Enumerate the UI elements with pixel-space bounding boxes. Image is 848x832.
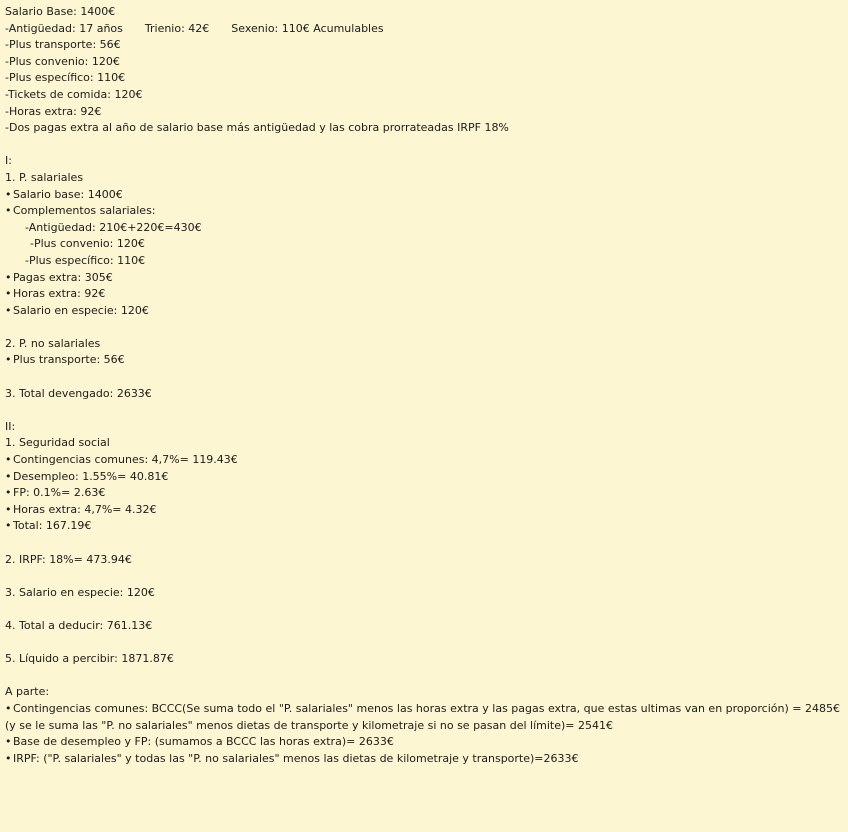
section2-salario-especie: 3. Salario en especie: 120€ — [5, 585, 155, 599]
spacer — [5, 635, 843, 652]
spacer — [5, 402, 843, 419]
header-antiguedad-line — [5, 21, 843, 38]
section1-plus-transporte: • Plus transporte: 56€ — [5, 352, 843, 369]
section2-seguridad-social: 1. Seguridad social — [5, 436, 110, 450]
spacer — [5, 568, 843, 585]
header-antiguedad: -Antigüedad: 17 años — [5, 21, 123, 35]
aparte-irpf: • IRPF: ("P. salariales" y todas las "P. no salariales" menos las dietas de kilometraje y transporte)=2633€ — [5, 751, 843, 768]
header-plus-transporte: -Plus transporte: 56€ — [5, 38, 121, 52]
spacer — [5, 137, 843, 154]
section2-desempleo: • Desempleo: 1.55%= 40.81€ — [5, 469, 843, 486]
section1-horas-extra: • Horas extra: 92€ — [5, 286, 843, 303]
header-sexenio: Sexenio: 110€ Acumulables — [231, 21, 384, 35]
header-plus-especifico: -Plus específico: 110€ — [5, 71, 126, 85]
section1-plus-especifico: -Plus específico: 110€ — [25, 253, 146, 267]
spacer — [5, 369, 843, 386]
section2-horas-extra: • Horas extra: 4,7%= 4.32€ — [5, 502, 843, 519]
section1-pagas-extra: • Pagas extra: 305€ — [5, 270, 843, 287]
header-horas-extra: -Horas extra: 92€ — [5, 104, 102, 118]
section1-plus-convenio: -Plus convenio: 120€ — [30, 237, 145, 251]
section1-antiguedad: -Antigüedad: 210€+220€=430€ — [25, 220, 202, 234]
aparte-contingencias: • Contingencias comunes: BCCC(Se suma todo el "P. salariales" menos las horas extra y las pagas extra, que estas ultimas van en proporción) = 2485€ (y se le suma las "P. no salariales" menos dietas de transporte y kilometraje si no se pasan del límite)= 2541€ — [5, 701, 843, 734]
section1-p-salariales: 1. P. salariales — [5, 170, 84, 184]
section2-fp: • FP: 0.1%= 2.63€ — [5, 485, 843, 502]
aparte-title: A parte: — [5, 685, 50, 699]
spacer — [5, 535, 843, 552]
header-salario-base: Salario Base: 1400€ — [5, 5, 116, 18]
spacer — [5, 668, 843, 685]
section2-contingencias: • Contingencias comunes: 4,7%= 119.43€ — [5, 452, 843, 469]
section2-total: • Total: 167.19€ — [5, 518, 843, 535]
header-pagas-extra: -Dos pagas extra al año de salario base más antigüedad y las cobra prorrateadas IRPF 18% — [5, 121, 509, 135]
section1-complementos: • Complementos salariales: — [5, 203, 843, 220]
section1-title: I: — [5, 154, 12, 168]
section1-salario-base: • Salario base: 1400€ — [5, 187, 843, 204]
header-tickets-comida: -Tickets de comida: 120€ — [5, 87, 143, 101]
section2-title: II: — [5, 419, 16, 433]
spacer — [5, 319, 843, 336]
section2-liquido: 5. Líquido a percibir: 1871.87€ — [5, 652, 174, 666]
section2-irpf: 2. IRPF: 18%= 473.94€ — [5, 552, 132, 566]
spacer — [5, 601, 843, 618]
section2-total-deducir: 4. Total a deducir: 761.13€ — [5, 618, 153, 632]
section1-total-devengado: 3. Total devengado: 2633€ — [5, 386, 152, 400]
aparte-base-desempleo: • Base de desempleo y FP: (sumamos a BCCC las horas extra)= 2633€ — [5, 734, 843, 751]
section1-salario-especie: • Salario en especie: 120€ — [5, 303, 843, 320]
section1-p-no-salariales: 2. P. no salariales — [5, 336, 101, 350]
header-plus-convenio: -Plus convenio: 120€ — [5, 54, 120, 68]
header-trienio: Trienio: 42€ — [144, 21, 210, 35]
